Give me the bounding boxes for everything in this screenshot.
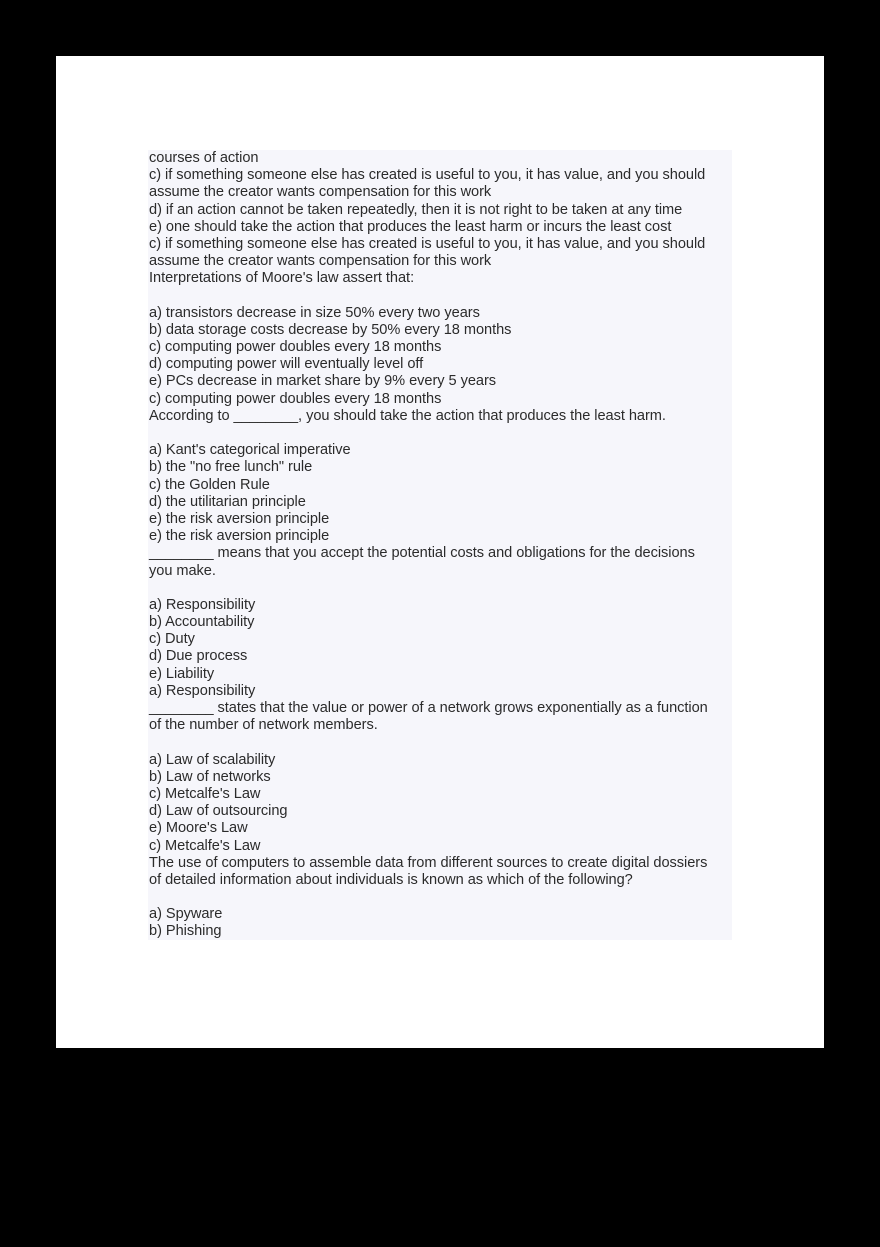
text-line: b) Phishing bbox=[149, 923, 222, 940]
text-line: e) the risk aversion principle bbox=[149, 510, 330, 527]
text-line: b) the "no free lunch" rule bbox=[149, 459, 313, 476]
document-page bbox=[56, 56, 824, 1048]
text-line: e) PCs decrease in market share by 9% every 5 years bbox=[149, 373, 497, 390]
text-line: a) Kant's categorical imperative bbox=[149, 442, 351, 459]
text-line: ________ means that you accept the potential costs and obligations for the decisions bbox=[149, 545, 695, 562]
text-line: c) if something someone else has created is useful to you, it has value, and you should bbox=[149, 167, 706, 184]
text-line: d) computing power will eventually level off bbox=[149, 356, 424, 373]
text-line: a) transistors decrease in size 50% every two years bbox=[149, 304, 480, 321]
blank-line bbox=[149, 889, 732, 906]
text-line: b) Law of networks bbox=[149, 768, 271, 785]
text-line: of the number of network members. bbox=[149, 717, 378, 734]
blank-line bbox=[149, 288, 732, 305]
blank-line bbox=[149, 734, 732, 751]
text-line: e) one should take the action that produces the least harm or incurs the least cost bbox=[149, 218, 672, 235]
text-line: c) Metcalfe's Law bbox=[149, 837, 261, 854]
text-line: ________ states that the value or power of a network grows exponentially as a function bbox=[149, 700, 708, 716]
text-line: of detailed information about individuals is known as which of the following? bbox=[149, 871, 633, 888]
text-line: b) data storage costs decrease by 50% every 18 months bbox=[149, 321, 512, 338]
text-line: c) if something someone else has created is useful to you, it has value, and you should bbox=[149, 235, 706, 252]
blank-line bbox=[149, 580, 732, 597]
text-line: e) the risk aversion principle bbox=[149, 528, 330, 545]
text-line: c) computing power doubles every 18 months bbox=[149, 390, 442, 407]
text-line: Interpretations of Moore's law assert that: bbox=[149, 270, 415, 287]
text-line: d) Law of outsourcing bbox=[149, 803, 288, 820]
text-line: a) Spyware bbox=[149, 906, 223, 923]
text-line: c) computing power doubles every 18 months bbox=[149, 339, 442, 356]
blank-line bbox=[149, 425, 732, 442]
text-line: According to ________, you should take the action that produces the least harm. bbox=[149, 407, 666, 424]
text-line: assume the creator wants compensation for this work bbox=[149, 253, 492, 270]
text-line: d) Due process bbox=[149, 648, 248, 665]
text-line: c) Duty bbox=[149, 631, 195, 648]
text-line: a) Responsibility bbox=[149, 596, 256, 613]
text-line: courses of action bbox=[149, 150, 259, 166]
text-line: d) if an action cannot be taken repeatedly, then it is not right to be taken at any time bbox=[149, 201, 683, 218]
text-line: you make. bbox=[149, 562, 216, 579]
text-line: e) Liability bbox=[149, 665, 215, 682]
text-line: e) Moore's Law bbox=[149, 820, 248, 837]
text-line: a) Law of scalability bbox=[149, 751, 276, 768]
text-line: d) the utilitarian principle bbox=[149, 493, 306, 510]
text-line: c) Metcalfe's Law bbox=[149, 785, 261, 802]
text-line: The use of computers to assemble data from different sources to create digital dossiers bbox=[149, 854, 708, 871]
text-line: b) Accountability bbox=[149, 614, 255, 631]
quiz-text-block bbox=[148, 150, 732, 940]
text-line: a) Responsibility bbox=[149, 682, 256, 699]
text-line: assume the creator wants compensation for this work bbox=[149, 184, 492, 201]
text-line: c) the Golden Rule bbox=[149, 476, 270, 493]
